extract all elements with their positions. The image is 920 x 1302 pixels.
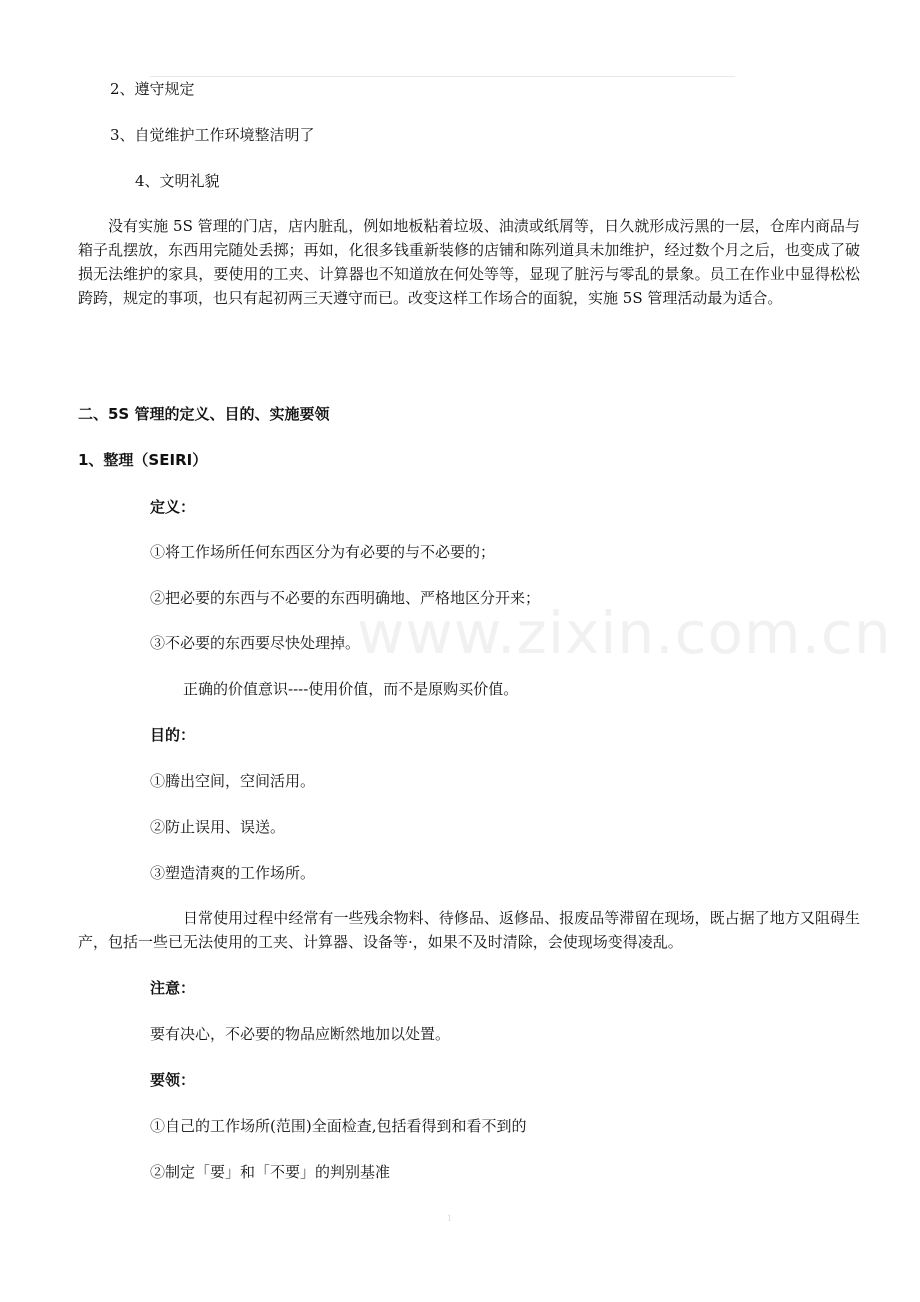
- definition-item-1: ①将工作场所任何东西区分为有必要的与不必要的；: [150, 543, 496, 561]
- purpose-item-2: ②防止误用、误送。: [150, 818, 286, 836]
- definition-item-3: ③不必要的东西要尽快处理掉。: [150, 634, 361, 652]
- list-item-3: 3、自觉维护工作环境整洁明了: [110, 126, 315, 144]
- definition-label: 定义：: [150, 498, 196, 516]
- essentials-label: 要领：: [150, 1071, 196, 1089]
- section-heading: 二、5S 管理的定义、目的、实施要领: [78, 405, 330, 423]
- watermark: www.zixin.com.cn: [357, 599, 892, 667]
- purpose-item-1: ①腾出空间，空间活用。: [150, 772, 316, 790]
- header-rule: [150, 76, 735, 77]
- attention-text: 要有决心，不必要的物品应断然地加以处置。: [150, 1025, 451, 1043]
- definition-note: 正确的价值意识----使用价值，而不是原购买价值。: [183, 680, 519, 698]
- essentials-item-1: ①自己的工作场所(范围)全面检查,包括看得到和看不到的: [150, 1117, 527, 1135]
- definition-item-2: ②把必要的东西与不必要的东西明确地、严格地区分开来；: [150, 589, 541, 607]
- usage-paragraph: 日常使用过程中经常有一些残余物料、待修品、返修品、报废品等滞留在现场，既占据了地方又阻碍生产，包括一些已无法使用的工夹、计算器、设备等·，如果不及时清除，会使现场变得凌乱。: [78, 909, 860, 951]
- list-item-4: 4、文明礼貌: [135, 172, 220, 190]
- essentials-item-2: ②制定「要」和「不要」的判别基准: [150, 1163, 391, 1181]
- purpose-label: 目的：: [150, 726, 196, 744]
- attention-label: 注意：: [150, 979, 196, 997]
- list-item-2: 2、遵守规定: [110, 80, 195, 98]
- page-number: 1: [447, 1214, 453, 1223]
- intro-paragraph: 没有实施 5S 管理的门店，店内脏乱，例如地板粘着垃圾、油渍或纸屑等，日久就形成污黑的一层，仓库内商品与箱子乱摆放，东西用完随处丢掷；再如，化很多钱重新装修的店铺和陈列道具未加维护，经过数个月之后，也变成了破损无法维护的家具，要使用的工夹、计算器也不知道放在何处等等，显现了脏污与零乱的景象。员工在作业中显得松松跨跨，规定的事项，也只有起初两三天遵守而已。改变这样工作场合的面貌，实施 5S 管理活动最为适合。: [78, 217, 860, 307]
- subsection-heading: 1、整理（SEIRI）: [78, 451, 208, 469]
- purpose-item-3: ③塑造清爽的工作场所。: [150, 864, 316, 882]
